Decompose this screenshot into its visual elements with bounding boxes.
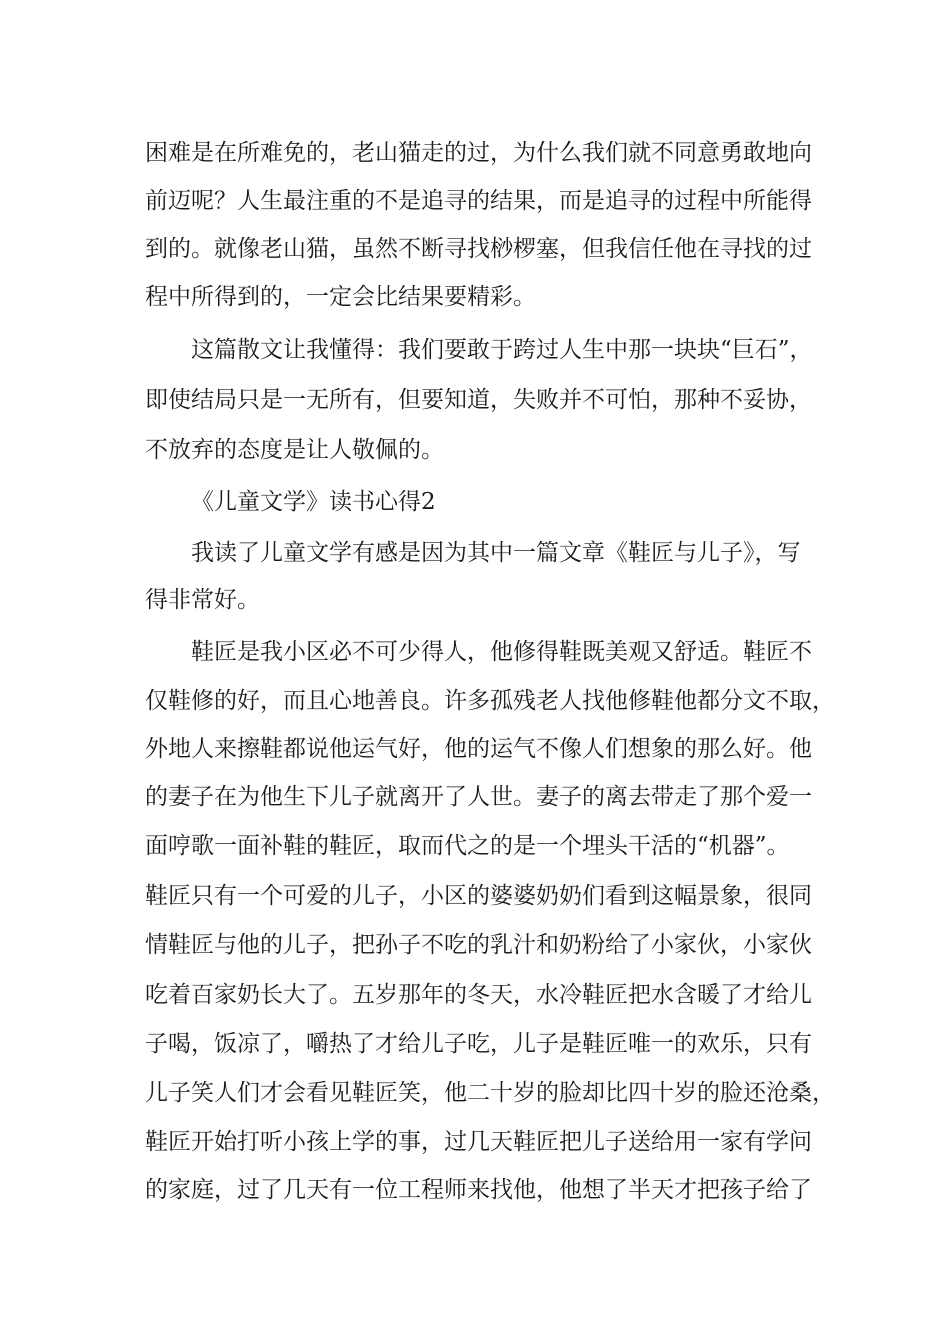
text-line: 我读了儿童文学有感是因为其中一篇文章《鞋匠与儿子》，写 [191,540,801,566]
text-line: 仅鞋修的好，而且心地善良。许多孤残老人找他修鞋他都分文不取， [145,688,835,714]
text-line: 的妻子在为他生下儿子就离开了人世。妻子的离去带走了那个爱一 [145,784,812,810]
text-line: 的家庭，过了几天有一位工程师来找他，他想了半天才把孩子给了 [145,1177,812,1203]
text-line: 情鞋匠与他的儿子，把孙子不吃的乳汁和奶粉给了小家伙，小家伙 [145,932,812,958]
text-line: 面哼歌一面补鞋的鞋匠，取而代之的是一个埋头干活的“机器”。 [145,833,790,859]
text-line: 即使结局只是一无所有，但要知道，失败并不可怕，那种不妥协， [145,387,812,413]
text-line: 程中所得到的，一定会比结果要精彩。 [145,284,536,310]
section-title: 《儿童文学》读书心得2 [191,489,436,515]
text-line: 鞋匠开始打听小孩上学的事，过几天鞋匠把儿子送给用一家有学问 [145,1129,812,1155]
text-line: 这篇散文让我懂得：我们要敢于跨过人生中那一块块“巨石”， [191,337,813,363]
text-line: 前迈呢？人生最注重的不是追寻的结果，而是追寻的过程中所能得 [145,188,812,214]
text-line: 鞋匠只有一个可爱的儿子，小区的婆婆奶奶们看到这幅景象，很同 [145,883,812,909]
text-line: 到的。就像老山猫，虽然不断寻找桫椤塞，但我信任他在寻找的过 [145,236,812,262]
text-line: 吃着百家奶长大了。五岁那年的冬天，水冷鞋匠把水含暖了才给儿 [145,982,812,1008]
text-line: 儿子笑人们才会看见鞋匠笑，他二十岁的脸却比四十岁的脸还沧桑， [145,1080,835,1106]
text-line: 子喝，饭凉了，嚼热了才给儿子吃，儿子是鞋匠唯一的欢乐，只有 [145,1031,812,1057]
text-line: 困难是在所难免的，老山猫走的过，为什么我们就不同意勇敢地向 [145,140,812,166]
text-line: 外地人来擦鞋都说他运气好，他的运气不像人们想象的那么好。他 [145,736,812,762]
text-line: 不放弃的态度是让人敬佩的。 [145,437,444,463]
text-line: 鞋匠是我小区必不可少得人，他修得鞋既美观又舒适。鞋匠不 [191,639,812,665]
text-line: 得非常好。 [145,587,260,613]
